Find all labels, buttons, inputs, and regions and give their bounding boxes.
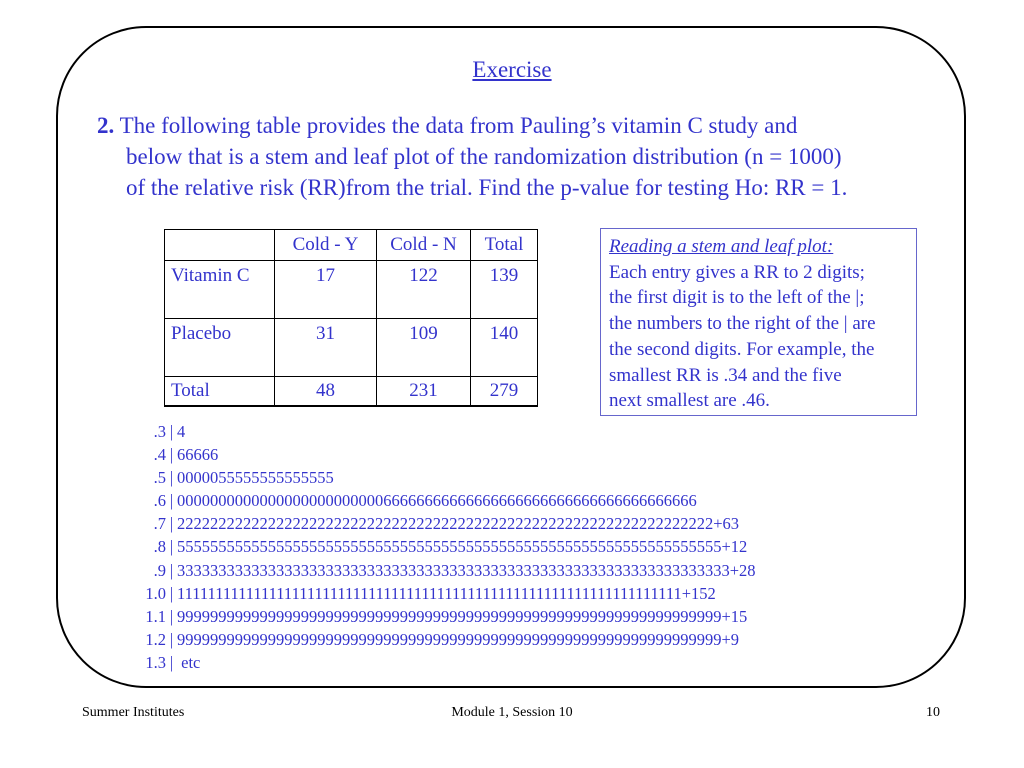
stem-leaf-row bbox=[138, 466, 756, 489]
stem-leaf-row bbox=[138, 443, 756, 466]
stem-leaf-row bbox=[138, 605, 756, 628]
stem-value: 1.3 bbox=[145, 652, 166, 672]
problem-number: 2. bbox=[97, 113, 115, 138]
stem-divider: | bbox=[169, 560, 174, 580]
note-line: smallest RR is .34 and the five bbox=[609, 364, 842, 386]
stem-divider: | bbox=[169, 468, 174, 488]
leaf-values: 3333333333333333333333333333333333333333333333333333333333333333333+28 bbox=[177, 560, 756, 580]
stem-value: .6 bbox=[153, 491, 166, 511]
table-cell: 48 bbox=[275, 377, 377, 407]
problem-text-1: The following table provides the data from Pauling’s vitamin C study and bbox=[119, 113, 798, 138]
table-cell: 122 bbox=[377, 261, 471, 319]
stem-divider: | bbox=[169, 537, 174, 557]
stem-divider: | bbox=[169, 583, 174, 603]
stem-value: 1.2 bbox=[145, 629, 166, 649]
problem-text-3: of the relative risk (RR)from the trial. Find the p-value for testing Ho: RR = 1. bbox=[126, 175, 848, 200]
leaf-values: 000000000000000000000000066666666666666666666666666666666666666 bbox=[177, 491, 697, 511]
note-line: next smallest are .46. bbox=[609, 390, 770, 412]
leaf-values: 999999999999999999999999999999999999999999999999999999999999999999+9 bbox=[177, 629, 740, 649]
note-line: the first digit is to the left of the |; bbox=[609, 287, 865, 309]
leaf-values: 0000055555555555555 bbox=[177, 468, 334, 488]
stem-value: .8 bbox=[153, 537, 166, 557]
stem-leaf-row bbox=[138, 651, 756, 674]
stem-leaf-row bbox=[138, 489, 756, 512]
stem-leaf-row bbox=[138, 512, 756, 535]
stem-divider: | bbox=[169, 652, 174, 672]
table-cell: 231 bbox=[377, 377, 471, 407]
leaf-values: 4 bbox=[177, 422, 186, 441]
note-line: Each entry gives a RR to 2 digits; bbox=[609, 261, 865, 283]
table-header-cell bbox=[165, 230, 275, 261]
table-cell: 139 bbox=[471, 261, 538, 319]
leaf-values: 999999999999999999999999999999999999999999999999999999999999999999+15 bbox=[177, 606, 748, 626]
stem-leaf-plot bbox=[138, 420, 756, 674]
table-row bbox=[165, 261, 538, 319]
footer-session: Module 1, Session 10 bbox=[451, 705, 573, 720]
table-header-cell: Cold - N bbox=[377, 230, 471, 261]
stem-divider: | bbox=[169, 606, 174, 626]
stem-value: .4 bbox=[153, 445, 166, 465]
stem-leaf-row bbox=[138, 535, 756, 558]
stem-leaf-row bbox=[138, 420, 756, 443]
stem-leaf-row bbox=[138, 559, 756, 582]
problem-text-2: below that is a stem and leaf plot of the randomization distribution (n = 1000) bbox=[126, 144, 842, 169]
stem-value: .7 bbox=[153, 514, 166, 534]
leaf-values: 22222222222222222222222222222222222222222222222222222222222222222+63 bbox=[177, 514, 740, 534]
stem-divider: | bbox=[169, 514, 174, 534]
table-cell: 109 bbox=[377, 319, 471, 377]
leaf-values: 66666 bbox=[177, 445, 219, 465]
table-cell: 31 bbox=[275, 319, 377, 377]
table-row-label: Total bbox=[165, 377, 275, 407]
stem-divider: | bbox=[169, 422, 174, 441]
stem-value: .3 bbox=[153, 422, 166, 441]
table-total-row bbox=[165, 377, 538, 407]
stem-divider: | bbox=[169, 445, 174, 465]
stem-divider: | bbox=[169, 491, 174, 511]
table-cell: 140 bbox=[471, 319, 538, 377]
stem-leaf-row bbox=[138, 582, 756, 605]
footer-institution: Summer Institutes bbox=[82, 705, 185, 720]
table-cell: 17 bbox=[275, 261, 377, 319]
note-title: Reading a stem and leaf plot: bbox=[609, 236, 834, 257]
note-line: the second digits. For example, the bbox=[609, 338, 875, 360]
stem-value: 1.0 bbox=[145, 583, 166, 603]
table-header-cell: Cold - Y bbox=[275, 230, 377, 261]
problem-line-1 bbox=[97, 110, 947, 141]
table-cell: 279 bbox=[471, 377, 538, 407]
leaf-values: 555555555555555555555555555555555555555555555555555555555555555555+12 bbox=[177, 537, 748, 557]
note-line: the numbers to the right of the | are bbox=[609, 313, 876, 335]
vitamin-c-table bbox=[164, 229, 538, 407]
table-row bbox=[165, 319, 538, 377]
stem-leaf-note bbox=[600, 228, 917, 416]
table-row-label: Vitamin C bbox=[165, 261, 275, 319]
table-row-label: Placebo bbox=[165, 319, 275, 377]
table-header-cell: Total bbox=[471, 230, 538, 261]
slide-title: Exercise bbox=[472, 57, 552, 82]
leaf-values: etc bbox=[177, 652, 201, 672]
table-header-row bbox=[165, 230, 538, 261]
stem-value: .5 bbox=[153, 468, 166, 488]
stem-divider: | bbox=[169, 629, 174, 649]
stem-value: .9 bbox=[153, 560, 166, 580]
stem-leaf-row bbox=[138, 628, 756, 651]
footer-page-number: 10 bbox=[926, 705, 940, 720]
problem-statement bbox=[97, 110, 947, 203]
leaf-values: 111111111111111111111111111111111111111111111111111111111111111111+152 bbox=[177, 583, 716, 603]
stem-value: 1.1 bbox=[145, 606, 166, 626]
